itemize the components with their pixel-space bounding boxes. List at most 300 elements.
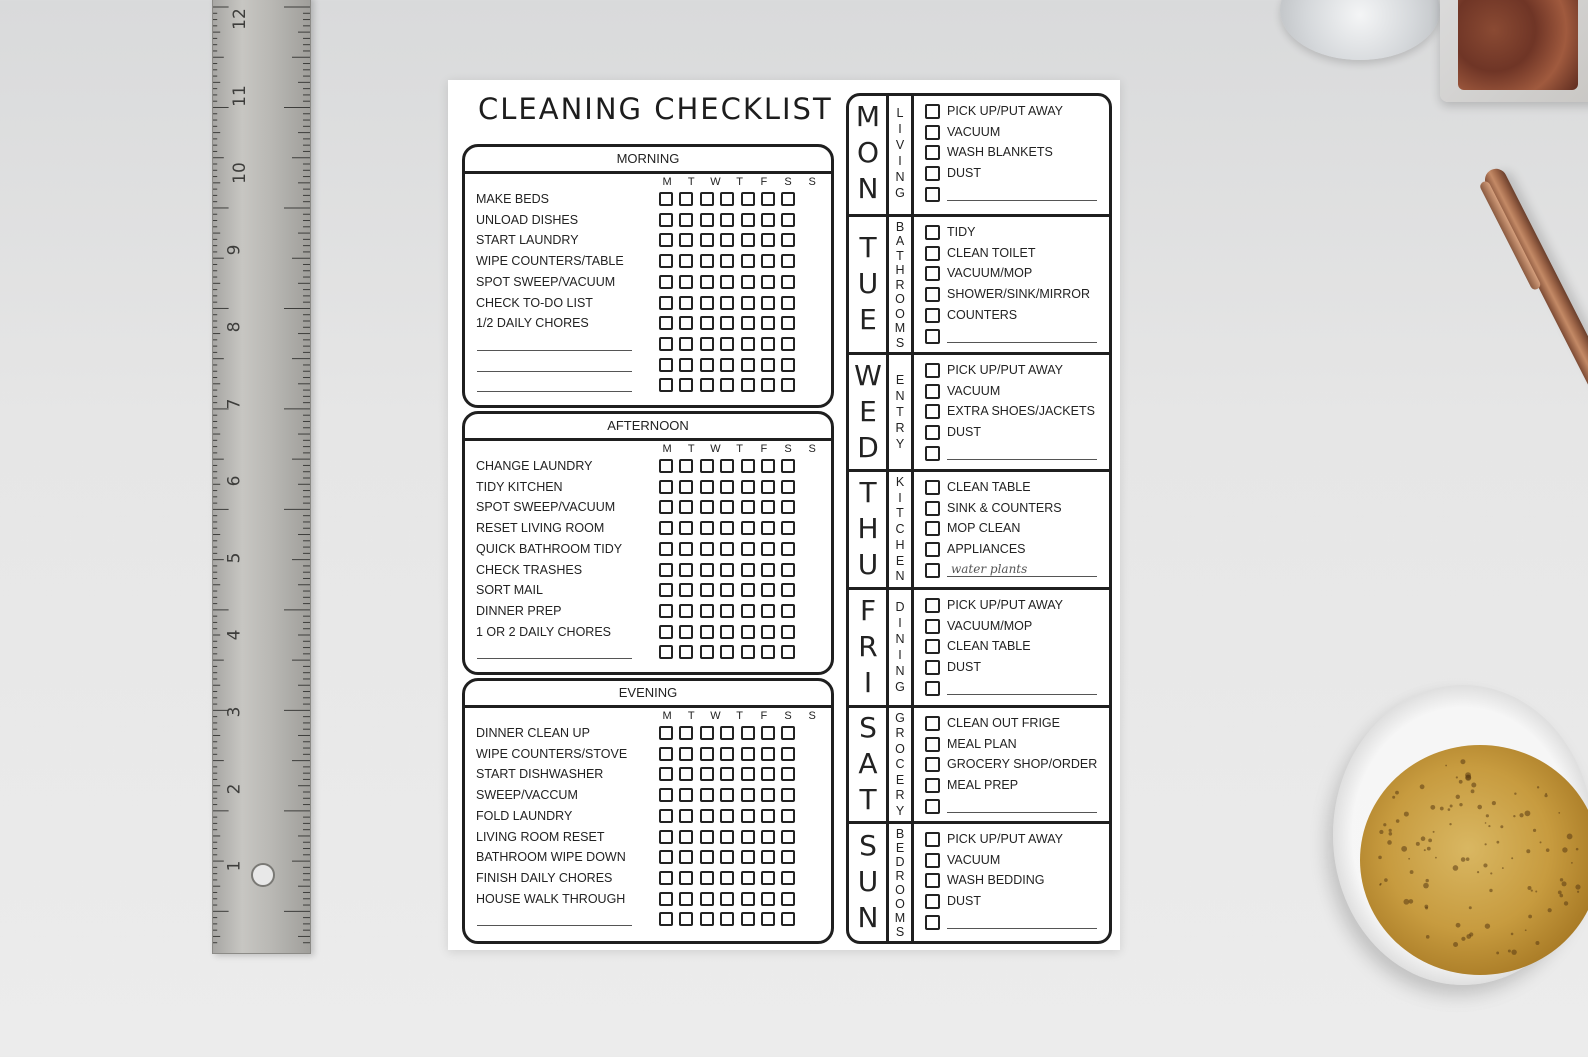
foam-bubble (1469, 906, 1472, 909)
day-checkbox[interactable] (679, 788, 693, 802)
day-checkbox[interactable] (741, 583, 755, 597)
day-checkbox[interactable] (720, 459, 734, 473)
weekly-task-label: CLEAN TABLE (947, 480, 1031, 494)
day-checkbox[interactable] (679, 645, 693, 659)
weekly-checkbox[interactable] (925, 480, 940, 495)
day-checkbox[interactable] (679, 871, 693, 885)
day-checkbox[interactable] (720, 275, 734, 289)
weekly-checkbox[interactable] (925, 915, 940, 930)
ruler-inch-number: 11 (229, 85, 250, 107)
day-checkbox[interactable] (720, 296, 734, 310)
weekly-checkbox[interactable] (925, 737, 940, 752)
weekly-task-label: SINK & COUNTERS (947, 500, 1062, 515)
weekly-checkbox[interactable] (925, 619, 940, 634)
day-checkbox[interactable] (720, 337, 734, 351)
day-checkbox[interactable] (741, 892, 755, 906)
day-checkbox[interactable] (659, 604, 673, 618)
weekly-blank-line (947, 576, 1097, 577)
day-checkbox[interactable] (720, 625, 734, 639)
day-checkbox[interactable] (679, 604, 693, 618)
weekly-checkbox[interactable] (925, 384, 940, 399)
foam-bubble (1526, 849, 1530, 853)
day-checkbox[interactable] (700, 850, 714, 864)
day-checkbox[interactable] (741, 480, 755, 494)
day-checkbox[interactable] (700, 480, 714, 494)
coffee-foam (1360, 745, 1588, 975)
weekly-checkbox[interactable] (925, 542, 940, 557)
checkbox-row (659, 583, 795, 597)
weekly-checkbox[interactable] (925, 757, 940, 772)
day-checkbox[interactable] (720, 542, 734, 556)
weekly-checkbox[interactable] (925, 660, 940, 675)
foam-bubble (1496, 952, 1499, 955)
task-label: MAKE BEDS (476, 192, 549, 206)
day-checkbox[interactable] (659, 850, 673, 864)
foam-bubble (1525, 929, 1527, 931)
day-checkbox[interactable] (720, 892, 734, 906)
weekly-checkbox[interactable] (925, 446, 940, 461)
day-checkbox[interactable] (720, 233, 734, 247)
day-checkbox[interactable] (781, 378, 795, 392)
day-checkbox[interactable] (659, 912, 673, 926)
day-checkbox[interactable] (720, 645, 734, 659)
day-checkbox[interactable] (781, 645, 795, 659)
weekly-task-label: VACUUM (947, 124, 1001, 139)
task-label: CHANGE LAUNDRY (476, 459, 593, 473)
weekly-task-label: PICK UP/PUT AWAY (947, 598, 1063, 612)
day-checkbox[interactable] (781, 871, 795, 885)
day-checkbox[interactable] (741, 542, 755, 556)
day-checkbox[interactable] (720, 726, 734, 740)
day-header (655, 710, 824, 722)
day-checkbox[interactable] (700, 378, 714, 392)
day-checkbox[interactable] (761, 213, 775, 227)
day-checkbox[interactable] (761, 480, 775, 494)
day-checkbox[interactable] (679, 254, 693, 268)
day-checkbox[interactable] (700, 892, 714, 906)
day-checkbox[interactable] (700, 500, 714, 514)
day-checkbox[interactable] (720, 583, 734, 597)
task-label: DINNER CLEAN UP (476, 726, 590, 740)
day-checkbox[interactable] (720, 871, 734, 885)
day-checkbox[interactable] (720, 830, 734, 844)
weekly-checkbox[interactable] (925, 894, 940, 909)
day-checkbox[interactable] (761, 583, 775, 597)
day-checkbox[interactable] (781, 459, 795, 473)
day-checkbox[interactable] (679, 726, 693, 740)
day-checkbox[interactable] (700, 542, 714, 556)
handwritten-note: water plants (951, 561, 1028, 576)
day-checkbox[interactable] (761, 500, 775, 514)
day-checkbox[interactable] (781, 275, 795, 289)
day-checkbox[interactable] (741, 747, 755, 761)
day-checkbox[interactable] (720, 850, 734, 864)
ruler-inch-number: 8 (224, 321, 245, 333)
day-checkbox[interactable] (720, 809, 734, 823)
day-checkbox[interactable] (659, 892, 673, 906)
day-checkbox[interactable] (700, 788, 714, 802)
day-checkbox[interactable] (781, 747, 795, 761)
day-checkbox[interactable] (761, 275, 775, 289)
day-checkbox[interactable] (761, 542, 775, 556)
day-checkbox[interactable] (741, 809, 755, 823)
day-checkbox[interactable] (720, 912, 734, 926)
day-checkbox[interactable] (659, 830, 673, 844)
day-checkbox[interactable] (761, 192, 775, 206)
day-checkbox[interactable] (679, 233, 693, 247)
day-checkbox[interactable] (741, 521, 755, 535)
day-checkbox[interactable] (679, 521, 693, 535)
day-checkbox[interactable] (659, 192, 673, 206)
day-checkbox[interactable] (659, 213, 673, 227)
foam-bubble (1575, 884, 1580, 889)
weekly-checkbox[interactable] (925, 832, 940, 847)
weekly-checkbox[interactable] (925, 853, 940, 868)
day-checkbox[interactable] (741, 645, 755, 659)
day-checkbox[interactable] (761, 378, 775, 392)
day-checkbox[interactable] (761, 788, 775, 802)
day-checkbox[interactable] (720, 747, 734, 761)
weekly-checkbox[interactable] (925, 246, 940, 261)
day-checkbox[interactable] (659, 747, 673, 761)
day-checkbox[interactable] (659, 233, 673, 247)
day-checkbox[interactable] (761, 830, 775, 844)
day-checkbox[interactable] (781, 296, 795, 310)
day-checkbox[interactable] (700, 583, 714, 597)
weekly-checkbox[interactable] (925, 563, 940, 578)
checkbox-row (659, 480, 795, 494)
day-header-letter: M (662, 443, 672, 455)
day-checkbox[interactable] (659, 378, 673, 392)
day-checkbox[interactable] (741, 500, 755, 514)
day-checkbox[interactable] (700, 213, 714, 227)
day-checkbox[interactable] (659, 726, 673, 740)
weekly-checkbox[interactable] (925, 521, 940, 536)
day-checkbox[interactable] (741, 233, 755, 247)
day-checkbox[interactable] (741, 563, 755, 577)
day-checkbox[interactable] (781, 583, 795, 597)
day-checkbox[interactable] (741, 378, 755, 392)
day-checkbox[interactable] (741, 296, 755, 310)
day-checkbox[interactable] (761, 233, 775, 247)
day-checkbox[interactable] (761, 871, 775, 885)
day-checkbox[interactable] (781, 892, 795, 906)
day-checkbox[interactable] (761, 604, 775, 618)
checkbox-row (659, 521, 795, 535)
day-checkbox[interactable] (700, 747, 714, 761)
day-checkbox[interactable] (679, 830, 693, 844)
day-checkbox[interactable] (720, 480, 734, 494)
day-checkbox[interactable] (720, 521, 734, 535)
day-checkbox[interactable] (761, 521, 775, 535)
day-checkbox[interactable] (741, 726, 755, 740)
day-checkbox[interactable] (741, 625, 755, 639)
foam-bubble (1502, 867, 1504, 869)
day-header-letter: T (687, 176, 695, 188)
day-checkbox[interactable] (679, 747, 693, 761)
day-checkbox[interactable] (720, 378, 734, 392)
checkbox-row (659, 726, 795, 740)
day-checkbox[interactable] (741, 912, 755, 926)
weekly-checkbox[interactable] (925, 404, 940, 419)
day-checkbox[interactable] (679, 480, 693, 494)
day-checkbox[interactable] (679, 500, 693, 514)
day-header-letter: T (736, 710, 744, 722)
day-checkbox[interactable] (679, 275, 693, 289)
foam-bubble (1531, 889, 1533, 891)
day-checkbox[interactable] (741, 767, 755, 781)
day-checkbox[interactable] (679, 296, 693, 310)
day-checkbox[interactable] (659, 625, 673, 639)
day-checkbox[interactable] (761, 337, 775, 351)
day-checkbox[interactable] (720, 254, 734, 268)
weekly-checkbox[interactable] (925, 166, 940, 181)
checkbox-row (659, 542, 795, 556)
day-checkbox[interactable] (741, 788, 755, 802)
day-header-letter: F (760, 710, 768, 722)
day-checkbox[interactable] (679, 358, 693, 372)
day-checkbox[interactable] (720, 500, 734, 514)
day-checkbox[interactable] (781, 912, 795, 926)
day-checkbox[interactable] (781, 809, 795, 823)
day-checkbox[interactable] (741, 254, 755, 268)
task-label: SPOT SWEEP/VACUUM (476, 274, 616, 289)
task-label: BATHROOM WIPE DOWN (476, 850, 626, 865)
day-checkbox[interactable] (781, 480, 795, 494)
day-checkbox[interactable] (659, 500, 673, 514)
day-checkbox[interactable] (720, 213, 734, 227)
day-checkbox[interactable] (679, 378, 693, 392)
foam-bubble (1527, 886, 1531, 890)
day-checkbox[interactable] (761, 767, 775, 781)
day-checkbox[interactable] (679, 192, 693, 206)
day-checkbox[interactable] (679, 850, 693, 864)
day-checkbox[interactable] (761, 809, 775, 823)
foam-bubble (1519, 813, 1523, 817)
checkbox-row (659, 809, 795, 823)
day-checkbox[interactable] (679, 892, 693, 906)
day-checkbox[interactable] (741, 358, 755, 372)
day-checkbox[interactable] (761, 726, 775, 740)
day-checkbox[interactable] (679, 625, 693, 639)
day-checkbox[interactable] (741, 604, 755, 618)
day-checkbox[interactable] (679, 767, 693, 781)
weekly-checkbox[interactable] (925, 308, 940, 323)
day-checkbox[interactable] (700, 316, 714, 330)
day-checkbox[interactable] (659, 563, 673, 577)
day-checkbox[interactable] (659, 583, 673, 597)
foam-bubble (1465, 774, 1471, 780)
weekly-checkbox[interactable] (925, 225, 940, 240)
weekly-checkbox[interactable] (925, 639, 940, 654)
weekly-checkbox[interactable] (925, 145, 940, 160)
checkbox-row (659, 378, 795, 392)
weekly-task-label: PICK UP/PUT AWAY (947, 104, 1063, 118)
day-checkbox[interactable] (741, 213, 755, 227)
day-checkbox[interactable] (720, 192, 734, 206)
day-checkbox[interactable] (679, 459, 693, 473)
day-checkbox[interactable] (741, 459, 755, 473)
day-checkbox[interactable] (720, 767, 734, 781)
day-checkbox[interactable] (659, 254, 673, 268)
day-checkbox[interactable] (720, 358, 734, 372)
day-checkbox[interactable] (679, 316, 693, 330)
day-checkbox[interactable] (700, 809, 714, 823)
day-checkbox[interactable] (761, 892, 775, 906)
foam-bubble (1424, 905, 1428, 909)
task-label: QUICK BATHROOM TIDY (476, 541, 623, 556)
day-checkbox[interactable] (700, 275, 714, 289)
day-checkbox[interactable] (659, 358, 673, 372)
day-checkbox[interactable] (659, 296, 673, 310)
day-checkbox[interactable] (741, 871, 755, 885)
day-checkbox[interactable] (659, 275, 673, 289)
day-checkbox[interactable] (720, 563, 734, 577)
task-label: UNLOAD DISHES (476, 212, 579, 227)
day-checkbox[interactable] (781, 213, 795, 227)
day-checkbox[interactable] (781, 254, 795, 268)
day-checkbox[interactable] (679, 809, 693, 823)
day-checkbox[interactable] (659, 459, 673, 473)
day-checkbox[interactable] (659, 788, 673, 802)
day-checkbox[interactable] (781, 542, 795, 556)
day-checkbox[interactable] (741, 337, 755, 351)
day-checkbox[interactable] (781, 767, 795, 781)
day-checkbox[interactable] (781, 192, 795, 206)
day-checkbox[interactable] (659, 337, 673, 351)
day-checkbox[interactable] (679, 563, 693, 577)
day-checkbox[interactable] (761, 296, 775, 310)
day-checkbox[interactable] (659, 521, 673, 535)
weekly-checkbox[interactable] (925, 716, 940, 731)
day-checkbox[interactable] (741, 850, 755, 864)
day-checkbox[interactable] (679, 912, 693, 926)
day-checkbox[interactable] (700, 358, 714, 372)
day-checkbox[interactable] (781, 358, 795, 372)
day-checkbox[interactable] (761, 625, 775, 639)
day-checkbox[interactable] (659, 871, 673, 885)
day-checkbox[interactable] (781, 788, 795, 802)
task-label: LIVING ROOM RESET (476, 829, 605, 844)
day-checkbox[interactable] (659, 316, 673, 330)
weekly-checkbox[interactable] (925, 329, 940, 344)
day-checkbox[interactable] (781, 521, 795, 535)
day-checkbox[interactable] (720, 316, 734, 330)
ruler-hole (251, 863, 275, 887)
foam-bubble (1471, 783, 1476, 788)
day-checkbox[interactable] (720, 788, 734, 802)
foam-bubble (1461, 857, 1466, 862)
day-checkbox[interactable] (781, 233, 795, 247)
weekly-checkbox[interactable] (925, 799, 940, 814)
day-checkbox[interactable] (781, 316, 795, 330)
day-checkbox[interactable] (700, 767, 714, 781)
day-checkbox[interactable] (761, 358, 775, 372)
day-checkbox[interactable] (700, 604, 714, 618)
day-checkbox[interactable] (659, 542, 673, 556)
day-checkbox[interactable] (659, 767, 673, 781)
weekly-task-label: VACUUM/MOP (947, 266, 1033, 281)
day-checkbox[interactable] (700, 726, 714, 740)
weekly-checkbox[interactable] (925, 425, 940, 440)
weekly-checkbox[interactable] (925, 778, 940, 793)
weekly-checkbox[interactable] (925, 363, 940, 378)
weekly-task-label: TIDY (947, 225, 976, 239)
day-checkbox[interactable] (720, 604, 734, 618)
day-checkbox[interactable] (679, 542, 693, 556)
day-checkbox[interactable] (700, 912, 714, 926)
day-checkbox[interactable] (700, 254, 714, 268)
day-checkbox[interactable] (700, 871, 714, 885)
weekly-checkbox[interactable] (925, 187, 940, 202)
day-checkbox[interactable] (781, 726, 795, 740)
weekly-checkbox[interactable] (925, 266, 940, 281)
weekly-checkbox[interactable] (925, 681, 940, 696)
day-checkbox[interactable] (700, 521, 714, 535)
day-checkbox[interactable] (659, 480, 673, 494)
day-checkbox[interactable] (761, 645, 775, 659)
day-checkbox[interactable] (679, 213, 693, 227)
weekly-checkbox[interactable] (925, 287, 940, 302)
task-label: 1/2 DAILY CHORES (476, 316, 589, 331)
day-checkbox[interactable] (781, 604, 795, 618)
day-checkbox[interactable] (679, 337, 693, 351)
foam-bubble (1466, 857, 1470, 861)
weekly-checkbox[interactable] (925, 598, 940, 613)
weekly-checkbox[interactable] (925, 104, 940, 119)
day-checkbox[interactable] (741, 830, 755, 844)
day-checkbox[interactable] (741, 192, 755, 206)
day-checkbox[interactable] (741, 275, 755, 289)
day-checkbox[interactable] (761, 563, 775, 577)
day-checkbox[interactable] (700, 233, 714, 247)
day-checkbox[interactable] (781, 625, 795, 639)
day-checkbox[interactable] (761, 254, 775, 268)
day-checkbox[interactable] (700, 645, 714, 659)
foam-bubble (1540, 841, 1542, 843)
day-checkbox[interactable] (700, 296, 714, 310)
day-checkbox[interactable] (679, 583, 693, 597)
foam-bubble (1466, 934, 1471, 939)
foam-bubble (1558, 812, 1560, 814)
day-checkbox[interactable] (741, 316, 755, 330)
day-checkbox[interactable] (700, 625, 714, 639)
day-checkbox[interactable] (761, 316, 775, 330)
checkbox-row (659, 892, 795, 906)
day-checkbox[interactable] (781, 500, 795, 514)
day-checkbox[interactable] (659, 809, 673, 823)
day-checkbox[interactable] (700, 192, 714, 206)
day-checkbox[interactable] (700, 563, 714, 577)
day-checkbox[interactable] (781, 830, 795, 844)
day-checkbox[interactable] (781, 850, 795, 864)
task-label: CHECK TO-DO LIST (476, 295, 593, 310)
weekly-checkbox[interactable] (925, 501, 940, 516)
day-checkbox[interactable] (700, 337, 714, 351)
day-checkbox[interactable] (761, 747, 775, 761)
room-name: L I V I N G (895, 106, 905, 200)
day-checkbox[interactable] (781, 337, 795, 351)
day-checkbox[interactable] (781, 563, 795, 577)
day-checkbox[interactable] (761, 912, 775, 926)
day-checkbox[interactable] (659, 645, 673, 659)
day-checkbox[interactable] (761, 459, 775, 473)
day-checkbox[interactable] (761, 850, 775, 864)
weekly-checkbox[interactable] (925, 125, 940, 140)
day-checkbox[interactable] (700, 830, 714, 844)
weekly-checkbox[interactable] (925, 873, 940, 888)
day-checkbox[interactable] (700, 459, 714, 473)
